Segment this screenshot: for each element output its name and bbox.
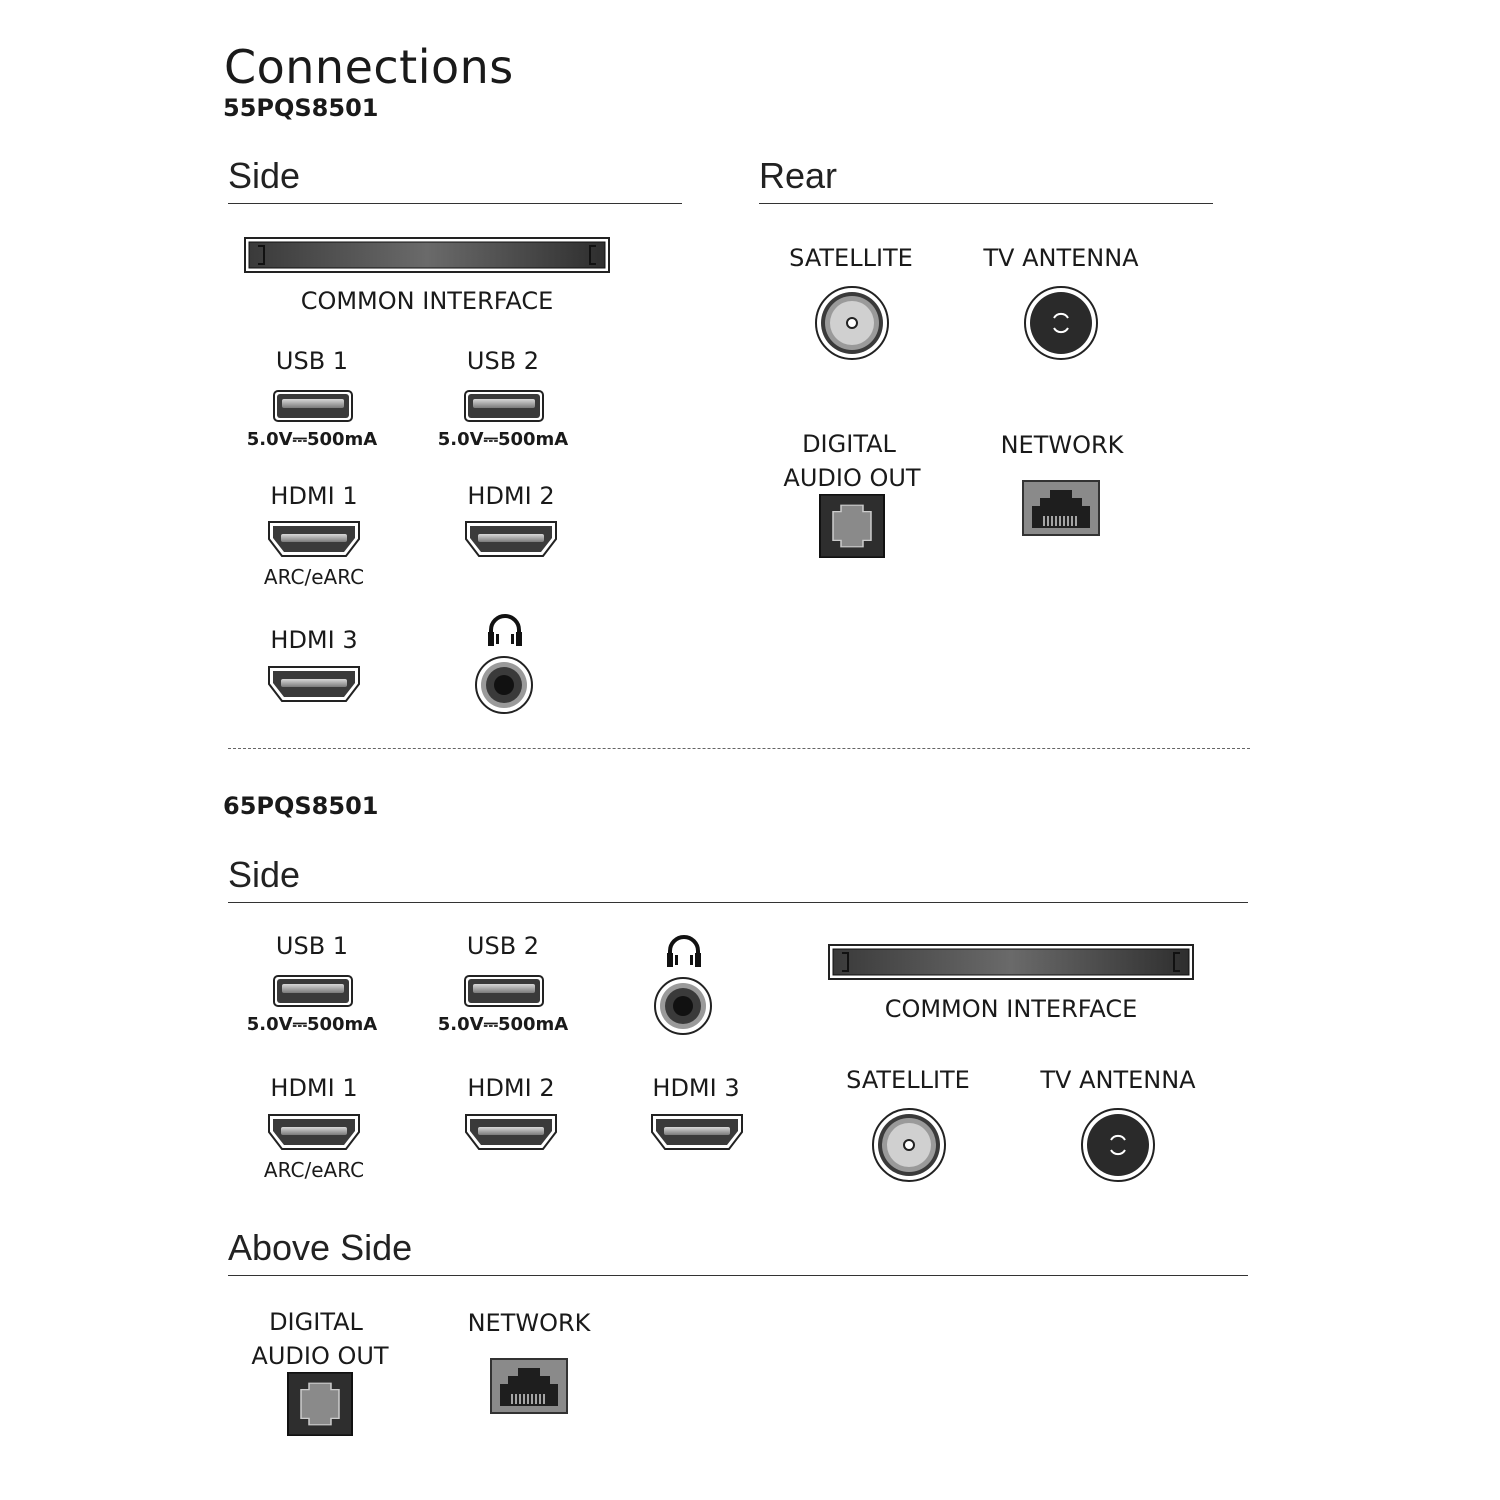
digital-audio-out-label-line2: AUDIO OUT	[251, 1342, 389, 1370]
section-side-heading: Side	[228, 854, 301, 895]
hdmi1-port-icon	[266, 1112, 362, 1152]
hdmi3-port-icon	[649, 1112, 745, 1152]
usb1-port-icon	[273, 975, 353, 1007]
ethernet-port-icon	[490, 1358, 568, 1414]
usb2-rating: 5.0V⎓500mA	[437, 429, 569, 450]
usb2-label: USB 2	[466, 932, 540, 960]
tv-antenna-label: TV ANTENNA	[1040, 1066, 1196, 1094]
usb1-rating: 5.0V⎓500mA	[246, 1014, 378, 1035]
hdmi2-port-icon	[463, 519, 559, 559]
hdmi2-port-icon	[463, 1112, 559, 1152]
headphone-jack-icon	[653, 976, 713, 1036]
hdmi2-label: HDMI 2	[467, 1074, 555, 1102]
satellite-label: SATELLITE	[846, 1066, 970, 1094]
hdmi1-arc-note: ARC/eARC	[263, 565, 365, 589]
usb1-rating: 5.0V⎓500mA	[246, 429, 378, 450]
hdmi1-label: HDMI 1	[270, 482, 358, 510]
section-side-heading: Side	[228, 155, 301, 196]
common-interface-label: COMMON INTERFACE	[884, 995, 1138, 1023]
digital-audio-out-label-line1: DIGITAL	[802, 430, 896, 458]
section-divider	[228, 1275, 1248, 1276]
usb2-port-icon	[464, 390, 544, 422]
headphone-jack-icon	[474, 655, 534, 715]
page-title: Connections	[224, 40, 514, 94]
model-name-55: 55PQS8501	[223, 94, 379, 122]
usb1-label: USB 1	[275, 347, 349, 375]
common-interface-label: COMMON INTERFACE	[300, 287, 554, 315]
usb2-rating: 5.0V⎓500mA	[437, 1014, 569, 1035]
model-separator	[228, 748, 1250, 749]
hdmi1-label: HDMI 1	[270, 1074, 358, 1102]
common-interface-slot-icon	[244, 237, 610, 273]
section-divider	[759, 203, 1213, 204]
section-divider	[228, 203, 682, 204]
usb2-port-icon	[464, 975, 544, 1007]
satellite-label: SATELLITE	[789, 244, 913, 272]
antenna-port-icon	[1080, 1107, 1156, 1183]
hdmi3-port-icon	[266, 664, 362, 704]
tv-antenna-label: TV ANTENNA	[983, 244, 1139, 272]
usb1-port-icon	[273, 390, 353, 422]
network-label: NETWORK	[1000, 431, 1124, 459]
section-above-side-heading: Above Side	[228, 1227, 413, 1268]
hdmi3-label: HDMI 3	[270, 626, 358, 654]
ethernet-port-icon	[1022, 480, 1100, 536]
section-divider	[228, 902, 1248, 903]
usb2-label: USB 2	[466, 347, 540, 375]
usb1-label: USB 1	[275, 932, 349, 960]
headphones-icon	[485, 610, 525, 650]
hdmi2-label: HDMI 2	[467, 482, 555, 510]
optical-port-icon	[819, 494, 885, 558]
hdmi1-arc-note: ARC/eARC	[263, 1158, 365, 1182]
section-rear-heading: Rear	[759, 155, 838, 196]
common-interface-slot-icon	[828, 944, 1194, 980]
digital-audio-out-label-line2: AUDIO OUT	[783, 464, 921, 492]
hdmi3-label: HDMI 3	[652, 1074, 740, 1102]
network-label: NETWORK	[467, 1309, 591, 1337]
model-name-65: 65PQS8501	[223, 792, 379, 820]
hdmi1-port-icon	[266, 519, 362, 559]
digital-audio-out-label-line1: DIGITAL	[269, 1308, 363, 1336]
satellite-port-icon	[871, 1107, 947, 1183]
headphones-icon	[664, 931, 704, 971]
antenna-port-icon	[1023, 285, 1099, 361]
satellite-port-icon	[814, 285, 890, 361]
optical-port-icon	[287, 1372, 353, 1436]
